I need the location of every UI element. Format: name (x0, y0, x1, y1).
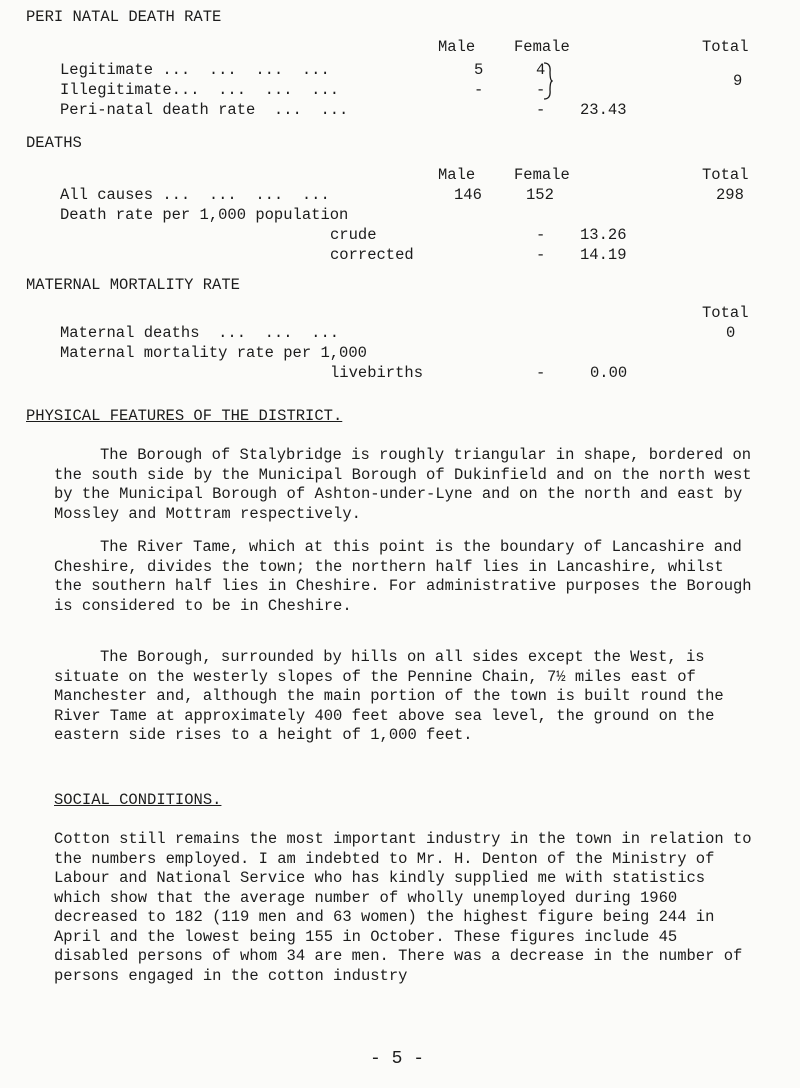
deaths-col-female: Female (514, 166, 570, 184)
perinatal-col-total: Total (702, 38, 749, 56)
perinatal-row-male: 5 (474, 61, 484, 79)
maternal-col-total: Total (702, 304, 749, 322)
maternal-rate-label: Maternal mortality rate per 1,000 (60, 344, 367, 362)
perinatal-row-female: - (536, 81, 546, 99)
physical-paragraph: The Borough, surrounded by hills on all sides except the West, is situate on the westerly slopes of the Pennine Chain, 7½ miles east of Manchester and, although the main portion of the town is built round the River Tame at approximately 400 feet above sea level, the ground on the eastern side rises to a height of 1,000 feet. (54, 648, 724, 744)
perinatal-row-label: Legitimate ... ... ... ... (60, 61, 330, 79)
deaths-corrected-label: corrected (330, 246, 414, 264)
deaths-col-male: Male (438, 166, 476, 184)
maternal-deaths-label: Maternal deaths ... ... ... (60, 324, 340, 342)
perinatal-row-label: Peri-natal death rate ... ... (60, 101, 349, 119)
deaths-all-causes-total: 298 (716, 186, 744, 204)
deaths-crude-dash: - (536, 226, 546, 244)
deaths-crude-label: crude (330, 226, 377, 244)
social-heading: SOCIAL CONDITIONS. (54, 791, 222, 809)
physical-heading: PHYSICAL FEATURES OF THE DISTRICT. (26, 407, 343, 425)
maternal-heading: MATERNAL MORTALITY RATE (26, 276, 240, 294)
perinatal-heading: PERI NATAL DEATH RATE (26, 8, 222, 26)
perinatal-row-total: 23.43 (580, 101, 627, 119)
perinatal-row-total: 9 (733, 72, 743, 90)
deaths-corrected-value: 14.19 (580, 246, 627, 264)
deaths-corrected-dash: - (536, 246, 546, 264)
deaths-heading: DEATHS (26, 134, 82, 152)
perinatal-row-male: - (474, 81, 484, 99)
physical-paragraph: The Borough of Stalybridge is roughly triangular in shape, bordered on the south side by the Municipal Borough of Dukinfield and on the north west by the Municipal Borough of Ashton-under-Lyne and on the north and east by Mossley and Mottram respectively. (54, 446, 752, 523)
maternal-rate-value: 0.00 (590, 364, 628, 382)
maternal-rate-dash: - (536, 364, 546, 382)
deaths-all-causes-female: 152 (526, 186, 554, 204)
maternal-livebirths-label: livebirths (330, 364, 424, 382)
deaths-all-causes-label: All causes ... ... ... ... (60, 186, 330, 204)
perinatal-col-male: Male (438, 38, 476, 56)
social-paragraph: Cotton still remains the most important industry in the town in relation to the numbers employed. I am indebted to Mr. H. Denton of the Ministry of Labour and National Service who has kindly supplied me with statistics which show that the average number of wholly unemployed during 1960 decreased to 182 (119 men and 63 women) the highest figure being 244 in April and the lowest being 155 in October. These figures include 45 disabled persons of whom 34 are men. There was a decrease in the number of persons engaged in the cotton industry (54, 830, 752, 985)
right-brace-icon (543, 62, 553, 100)
perinatal-row-label: Illegitimate... ... ... ... (60, 81, 340, 99)
deaths-crude-value: 13.26 (580, 226, 627, 244)
page-number: - 5 - (370, 1049, 425, 1069)
perinatal-row-female: - (536, 101, 546, 119)
deaths-rate-label: Death rate per 1,000 population (60, 206, 349, 224)
deaths-all-causes-male: 146 (454, 186, 482, 204)
perinatal-col-female: Female (514, 38, 570, 56)
perinatal-row-female: 4 (536, 61, 546, 79)
maternal-deaths-total: 0 (726, 324, 736, 342)
deaths-col-total: Total (702, 166, 749, 184)
physical-paragraph: The River Tame, which at this point is the boundary of Lancashire and Cheshire, divides the town; the northern half lies in Lancashire, whilst the southern half lies in Cheshire. For administrative purposes the Borough is considered to be in Cheshire. (54, 538, 752, 615)
